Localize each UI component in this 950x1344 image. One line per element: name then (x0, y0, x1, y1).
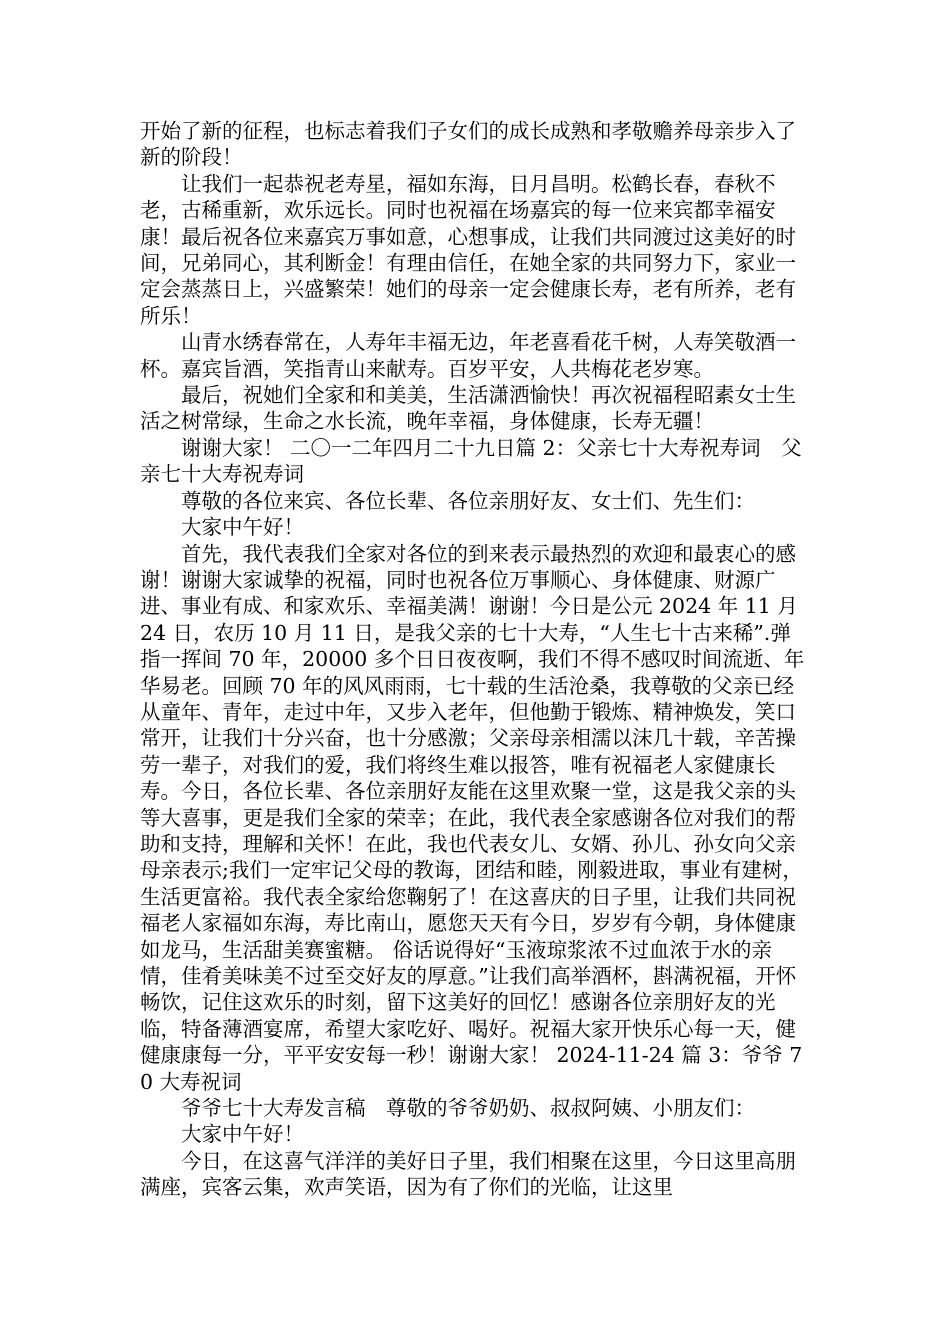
paragraph-9: 爷爷七十大寿发言稿 尊敬的爷爷奶奶、叔叔阿姨、小朋友们： (181, 1096, 755, 1121)
paragraph-2: 让我们一起恭祝老寿星，福如东海，日月昌明。松鹤长春，春秋不老，古稀重新，欢乐远长。同时也祝福在场嘉宾的每一位来宾都幸福安康！最后祝各位来嘉宾万事如意，心想事成，让我们共同渡过这美好的时间，兄弟同心，其利断金！有理由信任，在她全家的共同努力下，家业一定会蒸蒸日上，兴盛繁荣！她们的母亲一定会健康长寿，老有所养，老有所乐！ (140, 171, 796, 328)
paragraph-6: 尊敬的各位来宾、各位长辈、各位亲朋好友、女士们、先生们： (181, 488, 755, 513)
paragraph-11: 今日，在这喜气洋洋的美好日子里，我们相聚在这里，今日这里高朋满座，宾客云集，欢声笑语，因为有了你们的光临，让这里 (140, 1148, 796, 1200)
document-page (140, 118, 810, 1201)
paragraph-10: 大家中午好！ (181, 1122, 304, 1147)
paragraph-4: 最后，祝她们全家和和美美，生活潇洒愉快！再次祝福程昭素女士生活之树常绿，生命之水长流，晚年幸福，身体健康，长寿无疆！ (140, 383, 796, 434)
paragraph-5: 谢谢大家！ 二〇一二年四月二十九日篇 2：父亲七十大寿祝寿词 父亲七十大寿祝寿词 (140, 435, 802, 487)
paragraph-3: 山青水绣春常在，人寿年丰福无边，年老喜看花千树，人寿笑敬酒一杯。嘉宾旨酒，笑指青山来献寿。百岁平安，人共梅花老岁寒。 (140, 330, 796, 381)
paragraph-7: 大家中午好！ (181, 515, 304, 540)
paragraph-8: 首先，我代表我们全家对各位的到来表示最热烈的欢迎和最衷心的感谢！谢谢大家诚挚的祝福，同时也祝各位万事顺心、身体健康、财源广进、事业有成、和家欢乐、幸福美满！谢谢！今日是公元 2024 年 11 月 24 日，农历 10 月 11 日，是我父亲的七十大寿，“人生七十古来稀”.弹指一挥间 70 年，20000 多个日日夜夜啊，我们不得不感叹时间流逝、年华易老。回顾 70 年的风风雨雨，七十载的生活沧桑，我尊敬的父亲已经从童年、青年，走过中年，又步入老年，但他勤于锻炼、精神焕发，笑口常开，让我们十分兴奋，也十分感激；父亲母亲相濡以沫几十载，辛苦操劳一辈子，对我们的爱，我们将终生难以报答，唯有祝福老人家健康长寿。今日，各位长辈、各位亲朋好友能在这里欢聚一堂，这是我父亲的头等大喜事，更是我们全家的荣幸；在此，我代表全家感谢各位对我们的帮助和支持，理解和关怀！在此，我也代表女儿、女婿、孙儿、孙女向父亲母亲表示;我们一定牢记父母的教诲，团结和睦，刚毅进取，事业有建树，生活更富裕。我代表全家给您鞠躬了！在这喜庆的日子里，让我们共同祝福老人家福如东海，寿比南山，愿您天天有今日，岁岁有今朝，身体健康如龙马，生活甜美赛蜜糖。 俗话说得好“玉液琼浆浓不过血浓于水的亲情，佳肴美味美不过至交好友的厚意。”让我们高举酒杯，斟满祝福，开怀畅饮，记住这欢乐的时刻，留下这美好的回忆！感谢各位亲朋好友的光临，特备薄酒宴席，希望大家吃好、喝好。祝福大家开快乐心每一天，健健康康每一分，平平安安每一秒！谢谢大家！ 2024-11-24 篇 3：爷爷 70 大寿祝词 (140, 541, 805, 1094)
paragraph-1: 开始了新的征程，也标志着我们子女们的成长成熟和孝敬赡养母亲步入了新的阶段！ (140, 119, 796, 170)
